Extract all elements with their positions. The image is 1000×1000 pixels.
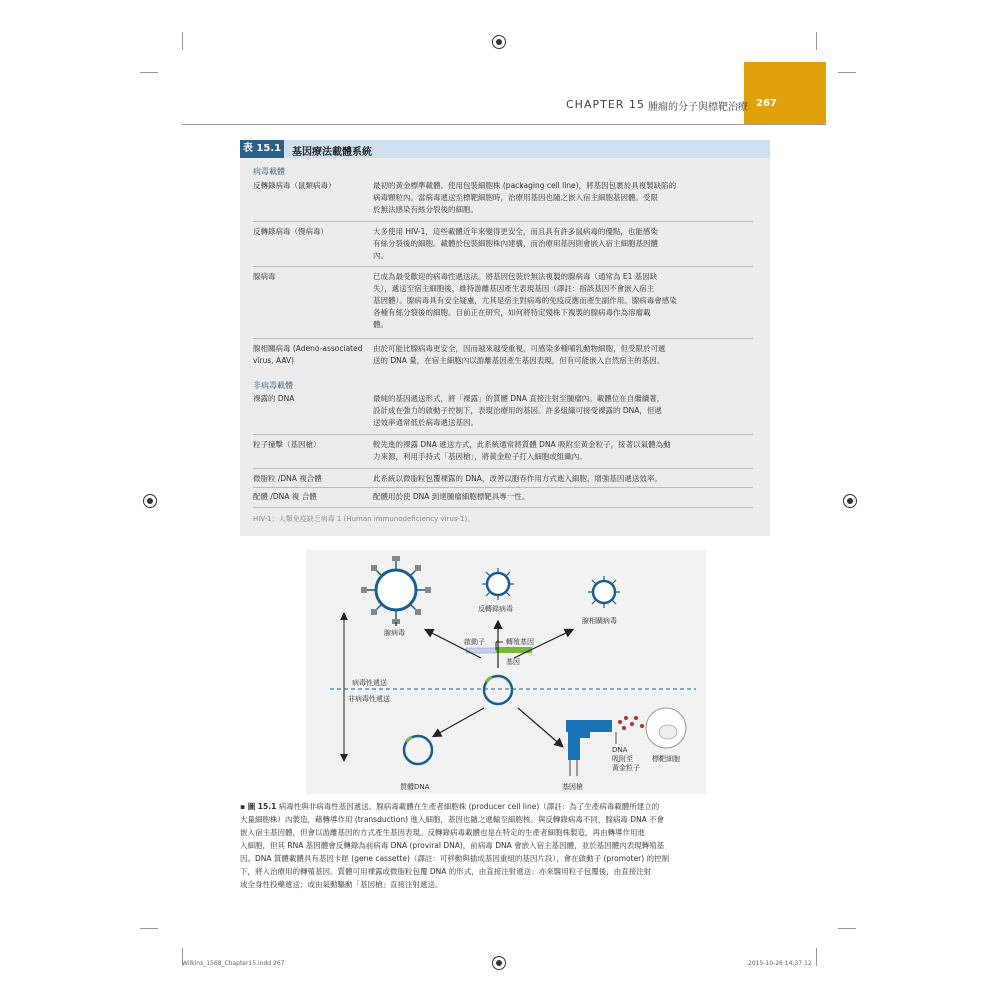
- desc-line: 基因體）。腺病毒具有安全疑慮，尤其是宿主對病毒的免疫反應而產生副作用。腺病毒會感染: [373, 296, 677, 305]
- row-name: 反轉錄病毒（鼠類病毒）: [253, 181, 336, 190]
- desc-line: 此系統以微脂粒包覆裸露的 DNA，改善以胞吞作用方式進入細胞，增強基因遞送效率。: [373, 474, 662, 483]
- desc-line: 力來源，利用手持式「基因槍」，將黃金粒子打入細胞或組織內。: [373, 452, 587, 461]
- caption-line: 因。DNA 質體載體具有基因卡匣 (gene cassette)（譯註：可移動與插成基因重組的基因片段），會在啟動子 (promoter) 的控制: [240, 854, 670, 863]
- desc-line: 有絲分裂後的細胞。載體於包裝細胞株內建構，而治療用基因則會嵌入宿主細胞基因體: [373, 239, 658, 248]
- row-name: 腺相關病毒 (Adeno-associated virus, AAV): [253, 344, 363, 365]
- gene-gun-icon: [566, 720, 612, 776]
- row-description: [373, 271, 763, 331]
- label-line: 黃金粒子: [612, 764, 640, 772]
- label-gene: 基因: [506, 658, 520, 666]
- row-description: [373, 343, 763, 367]
- row-name: 腺病毒: [253, 272, 276, 281]
- crop-mark: [816, 32, 817, 50]
- crop-mark: [816, 948, 817, 966]
- registration-mark-icon: [492, 956, 506, 970]
- label-transgene: 轉殖基因: [506, 638, 534, 646]
- row-divider: [253, 507, 753, 508]
- label-retrovirus: 反轉錄病毒: [478, 605, 513, 613]
- row-description: [373, 473, 763, 485]
- desc-line: 已成為最受歡迎的病毒性遞送法。將基因包裝於無法複製的腺病毒（通常為 E1 基因缺: [373, 272, 658, 281]
- crop-mark: [182, 32, 183, 50]
- header-rule: [182, 124, 826, 125]
- crop-mark: [838, 72, 856, 73]
- row-description: [373, 393, 763, 429]
- row-name: 微脂粒 /DNA 複合體: [253, 474, 322, 483]
- caption-line: 嵌入宿主基因體，但會以游離基因的方式產生基因表現。反轉錄病毒載體也是在特定的生產者細胞株製造，再由轉導作用進: [240, 828, 645, 837]
- registration-mark-icon: [143, 494, 157, 508]
- registration-mark-icon: [843, 494, 857, 508]
- desc-line: 較先進的裸露 DNA 遞送方式，此系統通常將質體 DNA 吸附至黃金粒子，接著以氣體為動: [373, 440, 671, 449]
- chapter-tab: [744, 62, 826, 124]
- gold-particles-icon: [618, 716, 644, 730]
- label-line: 吸附至: [612, 755, 633, 763]
- desc-line: 送效率通常低於病毒遞送基因。: [373, 418, 478, 427]
- caption-line: 或全身性投藥遞送；或由氣動驅動「基因槍」直接注射遞送。: [240, 880, 443, 889]
- row-description: [373, 491, 763, 503]
- crop-mark: [140, 72, 158, 73]
- label-dna-gold: [612, 746, 640, 773]
- caption-line: 病毒性與非病毒性基因遞送。腺病毒載體在生產者細胞株 (producer cell line)（譯註：為了生產病毒載體所建立的: [278, 802, 660, 811]
- retrovirus-icon: [482, 568, 514, 600]
- row-name: 粒子撞擊（基因槍）: [253, 440, 321, 449]
- row-name: 裸露的 DNA: [253, 394, 295, 403]
- desc-line: 體。: [373, 320, 388, 329]
- chapter-label: CHAPTER 15: [566, 98, 645, 111]
- label-gene-gun: 基因槍: [562, 783, 583, 791]
- footer-file-info: Wilkins_1568_Chapter15.indd 267: [182, 960, 285, 967]
- row-divider: [253, 487, 753, 488]
- desc-line: 失），遞送至宿主細胞後，維持游離基因產生表現基因（譯註：指該基因不會嵌入宿主: [373, 284, 655, 293]
- viral-section-heading: 病毒載體: [253, 167, 285, 176]
- gene-delivery-diagram: [306, 550, 706, 794]
- row-divider: [253, 434, 753, 435]
- table-title: 基因療法載體系統: [292, 147, 372, 158]
- row-name: 反轉錄病毒（慢病毒）: [253, 227, 328, 236]
- label-nonviral-delivery: 非病毒性遞送: [348, 695, 390, 703]
- figure-caption: [240, 800, 770, 891]
- desc-line: 送的 DNA 量，在宿主細胞內以游離基因產生基因表現，但有可能嵌入自然宿主的基因。: [373, 356, 665, 365]
- caption-label: ▪ 圖 15.1: [240, 802, 277, 811]
- table-footnote: HIV-1：人類免疫缺乏病毒 1 (Human immunodeficiency virus-1)。: [253, 515, 475, 523]
- adenovirus-icon: [361, 556, 431, 624]
- table-label: 表 15.1: [240, 140, 284, 158]
- row-description: [373, 180, 763, 216]
- row-divider: [253, 221, 753, 222]
- row-divider: [253, 468, 753, 469]
- label-line: DNA: [612, 746, 628, 754]
- label-viral-delivery: 病毒性遞送: [352, 679, 387, 687]
- label-target-cell: 標靶細胞: [652, 755, 680, 763]
- caption-line: 入細胞，但其 RNA 基因體會反轉錄為前病毒 DNA (proviral DNA)，前病毒 DNA 會嵌入宿主基因體，並於基因體內表現轉殖基: [240, 841, 665, 850]
- desc-line: 大多使用 HIV-1，這些載體近年來變得更安全，而且具有許多鼠病毒的優點，也能感染: [373, 227, 658, 236]
- label-aav: 腺相關病毒: [582, 617, 617, 625]
- desc-line: 設計成在強力的啟動子控制下，表現治療用的基因。許多組織可接受裸露的 DNA，但遞: [373, 406, 662, 415]
- crop-mark: [838, 928, 856, 929]
- crop-mark: [140, 928, 158, 929]
- desc-line: 配體用於使 DNA 到達腫瘤細胞標靶具專一性。: [373, 492, 530, 501]
- desc-line: 內。: [373, 251, 388, 260]
- label-adenovirus: 腺病毒: [384, 629, 405, 637]
- caption-line: 大量細胞株）內製造，藉轉導作用 (transduction) 進入細胞，基因也隨之遞輸至細胞核。與反轉錄病毒不同，腺病毒 DNA 不會: [240, 815, 665, 824]
- aav-icon: [588, 576, 620, 608]
- label-promoter: 啟動子: [464, 638, 485, 646]
- desc-line: 最純的基因遞送形式，將「裸露」的質體 DNA 直接注射至腫瘤內。載體位在自繼續著，: [373, 394, 665, 403]
- registration-mark-icon: [492, 35, 506, 49]
- caption-line: 下，將入治療用的轉殖基因。質體可用裸露或微脂粒包覆 DNA 的形式，由直接注射遞送；亦來醫用粒子包覆後，由直接注射: [240, 867, 652, 876]
- chapter-title: 腫瘤的分子與標靶治療: [648, 102, 748, 113]
- desc-line: 由於可能比腺病毒更安全，因而越來越受重視，可感染多種哺乳動物細胞，但受限於可遞: [373, 344, 666, 353]
- row-description: [373, 226, 763, 262]
- row-description: [373, 439, 763, 463]
- row-divider: [253, 266, 753, 267]
- desc-line: 最初的黃金標準載體。使用包裝細胞株 (packaging cell line)，將基因包裹於具複製缺陷的: [373, 181, 677, 190]
- desc-line: 病毒顆粒內。當病毒遞送至標靶細胞時，治療用基因也隨之嵌入宿主細胞基因體。受限: [373, 193, 658, 202]
- footer-timestamp: 2015-10-26 14:37:12: [748, 960, 812, 967]
- desc-line: 各種有絲分裂後的細胞。目前正在研究，如何將特定殘株下複製的腺病毒作為溶瘤載: [373, 308, 651, 317]
- nonviral-section-heading: 非病毒載體: [253, 381, 293, 390]
- row-name: 配體 /DNA 複 合體: [253, 492, 317, 501]
- desc-line: 於無法感染有絲分裂後的細胞。: [373, 205, 478, 214]
- page-number: 267: [756, 98, 777, 109]
- label-plasmid-dna: 質體DNA: [400, 783, 430, 791]
- row-divider: [253, 338, 753, 339]
